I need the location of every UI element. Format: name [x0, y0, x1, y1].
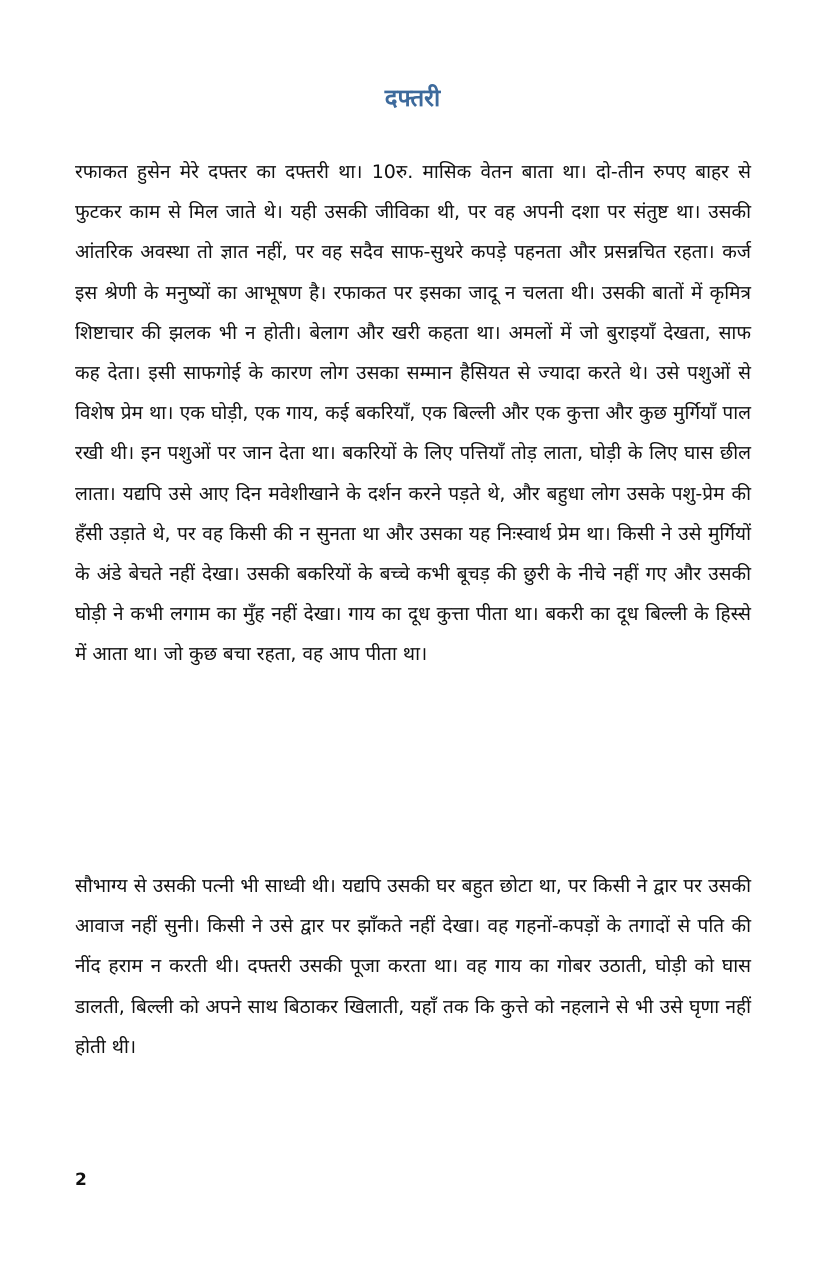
- page-number: 2: [75, 1170, 87, 1190]
- paragraph-2: सौभाग्य से उसकी पत्नी भी साध्वी थी। यद्यपि उसकी घर बहुत छोटा था, पर किसी ने द्वार पर उसकी आवाज नहीं सुनी। किसी ने उसे द्वार पर झाँकते नहीं देखा। वह गहनों-कपड़ों के तगादों से पति की नींद हराम न करती थी। दफ्तरी उसकी पूजा करता था। वह गाय का गोबर उठाती, घोड़ी को घास डालती, बिल्ली को अपने साथ बिठाकर खिलाती, यहाँ तक कि कुत्ते को नहलाने से भी उसे घृणा नहीं होती थी।: [75, 875, 751, 1058]
- page-title: दफ्तरी: [384, 84, 441, 112]
- paragraph-1: रफाकत हुसेन मेरे दफ्तर का दफ्तरी था। 10रु. मासिक वेतन बाता था। दो-तीन रुपए बाहर से फुटकर काम से मिल जाते थे। यही उसकी जीविका थी, पर वह अपनी दशा पर संतुष्ट था। उसकी आंतरिक अवस्था तो ज्ञात नहीं, पर वह सदैव साफ-सुथरे कपड़े पहनता और प्रसन्नचित रहता। कर्ज इस श्रेणी के मनुष्यों का आभूषण है। रफाकत पर इसका जादू न चलता थी। उसकी बातों में कृमित्र शिष्टाचार की झलक भी न होती। बेलाग और खरी कहता था। अमलों में जो बुराइयाँ देखता, साफ कह देता। इसी साफगोई के कारण लोग उसका सम्मान हैसियत से ज्यादा करते थे। उसे पशुओं से विशेष प्रेम था। एक घोड़ी, एक गाय, कई बकरियाँ, एक बिल्ली और एक कुत्ता और कुछ मुर्गियाँ पाल रखी थी। इन पशुओं पर जान देता था। बकरियों के लिए पत्तियाँ तोड़ लाता, घोड़ी के लिए घास छील लाता। यद्यपि उसे आए दिन मवेशीखाने के दर्शन करने पड़ते थे, और बहुधा लोग उसके पशु-प्रेम की हँसी उड़ाते थे, पर वह किसी की न सुनता था और उसका यह निःस्वार्थ प्रेम था। किसी ने उसे मुर्गियों के अंडे बेचते नहीं देखा। उसकी बकरियों के बच्चे कभी बूचड़ की छुरी के नीचे नहीं गए और उसकी घोड़ी ने कभी लगाम का मुँह नहीं देखा। गाय का दूध कुत्ता पीता था। बकरी का दूध बिल्ली के हिस्से में आता था। जो कुछ बचा रहता, वह आप पीता था।: [75, 161, 751, 666]
